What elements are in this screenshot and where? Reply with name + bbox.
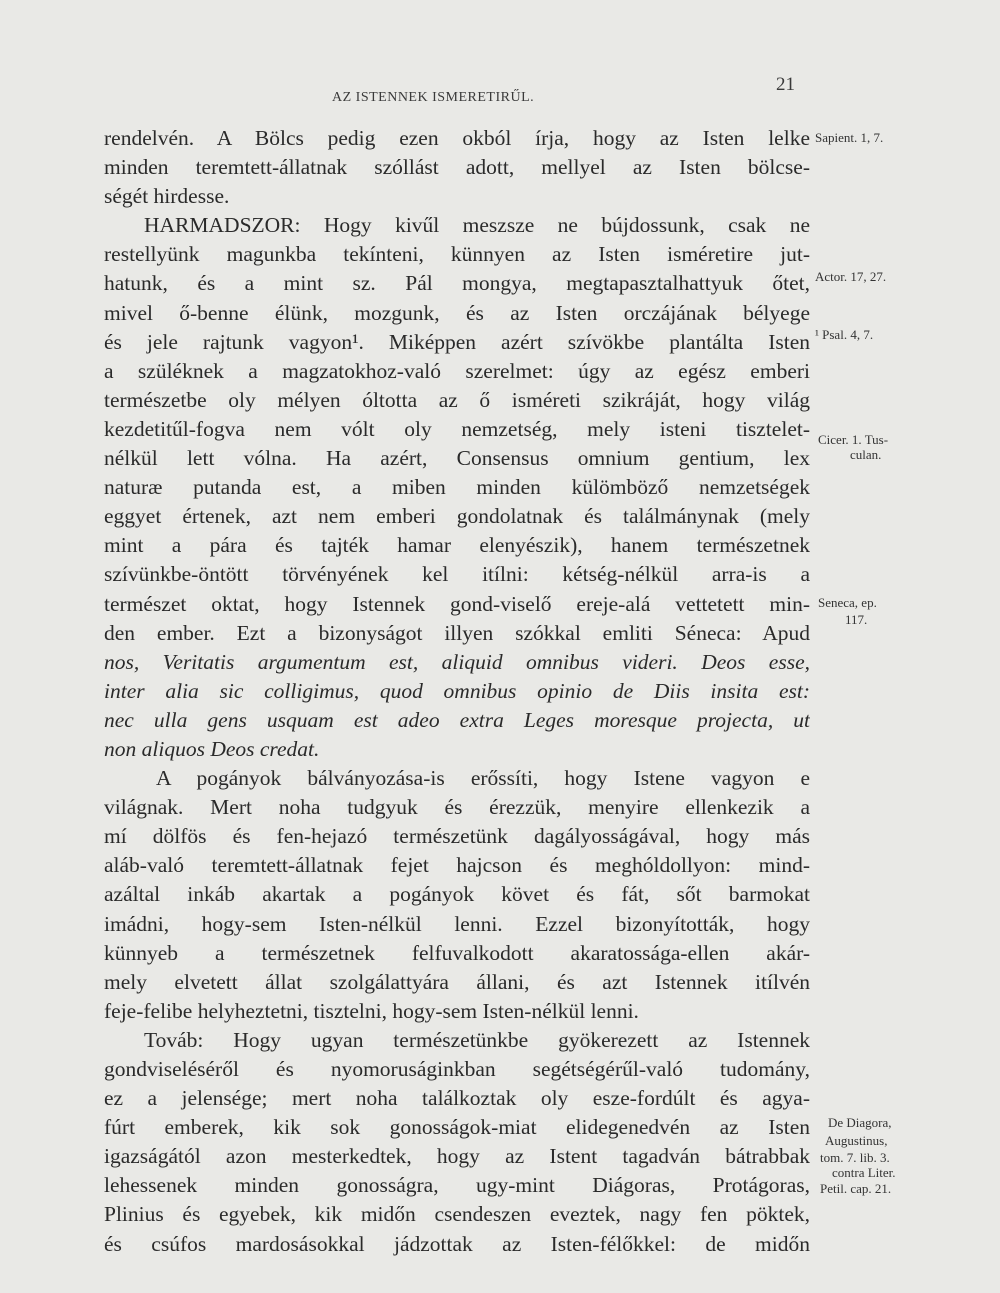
text-line: a szüléknek a magzatokhoz-való szerelmet: úgy az egész emberi xyxy=(104,358,810,383)
page-number: 21 xyxy=(776,74,795,95)
text-line: künnyeb a természetnek felfuvalkodott akaratossága-ellen akár- xyxy=(104,940,810,965)
text-line-latin: inter alia sic colligimus, quod omnibus opinio de Diis insita est: xyxy=(104,678,810,703)
text-line: eggyet értenek, azt nem emberi gondolatnak és találmánynak (mely xyxy=(104,504,810,529)
text-line: rendelvén. A Bölcs pedig ezen okból írja, hogy az Isten lelke xyxy=(104,126,810,150)
text-line: den ember. Ezt a bizonyságot illyen szókkal emliti Séneca: Apud xyxy=(104,620,810,645)
text-line: imádni, hogy-sem Isten-nélkül lenni. Ezzel bizonyították, hogy xyxy=(104,911,810,936)
text-line: és csúfos mardosásokkal jádzottak az Isten-félőkkel: de midőn xyxy=(104,1231,810,1256)
text-line: fúrt emberek, kik sok gonosságok-miat elidegenedvén az Isten xyxy=(104,1115,810,1140)
text-line: minden teremtett-állatnak szóllást adott, mellyel az Isten bölcse- xyxy=(104,155,810,180)
text-line: lehessenek minden gonosságra, ugy-mint Diágoras, Protágoras, xyxy=(104,1173,810,1198)
margin-note: Petil. cap. 21. xyxy=(820,1181,892,1196)
margin-note: tom. 7. lib. 3. xyxy=(820,1150,890,1165)
text-line: azáltal inkáb akartak a pogányok követ és fát, sőt barmokat xyxy=(104,882,810,907)
text-line: mint a pára és tajték hamar elenyészik), hanem természetnek xyxy=(104,533,810,558)
margin-note: Sapient. 1, 7. xyxy=(815,130,884,145)
text-line: Továb: Hogy ugyan természetünkbe gyökerezett az Istennek xyxy=(144,1027,810,1052)
margin-note: culan. xyxy=(850,447,882,462)
text-line-latin: non aliquos Deos credat. xyxy=(104,736,320,761)
text-line: ségét hirdesse. xyxy=(104,184,230,209)
text-line: feje-felibe helyheztetni, tisztelni, hogy-sem Isten-nélkül lenni. xyxy=(104,998,639,1023)
body-text xyxy=(104,124,810,1259)
text-line: A pogányok bálványozása-is erőssíti, hogy Istene vagyon e xyxy=(156,766,810,791)
text-line: mivel ő-benne élünk, mozgunk, és az Isten orczájának bélyege xyxy=(104,300,810,325)
margin-note: contra Liter. xyxy=(832,1165,896,1180)
text-line: naturæ putanda est, a miben minden külömböző nemzetségek xyxy=(104,475,810,500)
text-line: természet oktat, hogy Istennek gond-viselő ereje-alá vettetett min- xyxy=(104,591,810,616)
margin-note: Seneca, ep. xyxy=(818,595,877,610)
margin-note: Augustinus, xyxy=(825,1133,888,1148)
margin-note: De Diagora, xyxy=(828,1115,892,1130)
text-line: gondviseléséről és nyomoruságinkban segétségérűl-való tudomány, xyxy=(104,1057,810,1081)
text-line: kezdetitűl-fogva nem vólt oly nemzetség, mely isteni tisztelet- xyxy=(104,416,810,441)
text-line: természetbe oly mélyen óltotta az ő isméreti szikráját, hogy világ xyxy=(104,387,810,412)
text-line: Plinius és egyebek, kik midőn csendeszen eveztek, nagy fen pöktek, xyxy=(104,1202,810,1227)
text-line-latin: nec ulla gens usquam est adeo extra Leges moresque projecta, ut xyxy=(104,707,810,732)
text-line: szívünkbe-öntött törvényének kel itílni: kétség-nélkül arra-is a xyxy=(104,562,810,587)
text-line: hatunk, és a mint sz. Pál mongya, megtapasztalhattyuk őtet, xyxy=(104,271,810,296)
margin-note: Cicer. 1. Tus- xyxy=(818,432,889,447)
text-line-latin: nos, Veritatis argumentum est, aliquid omnibus videri. Deos esse, xyxy=(104,649,810,674)
text-line: igazságától azon mesterkedtek, hogy az Istent tagadván bátrabbak xyxy=(104,1144,810,1169)
text-line: HARMADSZOR: Hogy kivűl meszsze ne bújdossunk, csak ne xyxy=(144,213,810,238)
text-line: mí dölfös és fen-hejazó természetünk dagályosságával, hogy más xyxy=(104,824,810,849)
text-line: mely elvetett állat szolgálattyára állani, és azt Istennek itílvén xyxy=(104,969,810,994)
text-line: restellyünk magunkba tekínteni, künnyen az Isten isméretire jut- xyxy=(104,242,810,267)
margin-note: ¹ Psal. 4, 7. xyxy=(815,327,874,342)
margin-note: 117. xyxy=(845,612,868,627)
text-line: és jele rajtunk vagyon¹. Miképpen azért szívökbe plantálta Isten xyxy=(104,329,810,354)
text-line: világnak. Mert noha tudgyuk és érezzük, menyire ellenkezik a xyxy=(104,795,810,820)
margin-note: Actor. 17, 27. xyxy=(815,269,887,284)
text-line: aláb-való teremtett-állatnak fejet hajcson és meghóldollyon: mind- xyxy=(104,853,810,878)
text-line: ez a jelensége; mert noha találkoztak oly esze-fordúlt és agya- xyxy=(104,1086,810,1111)
text-line: nélkül lett vólna. Ha azért, Consensus omnium gentium, lex xyxy=(104,446,810,471)
running-header: AZ ISTENNEK ISMERETIRŰL. xyxy=(332,90,535,105)
